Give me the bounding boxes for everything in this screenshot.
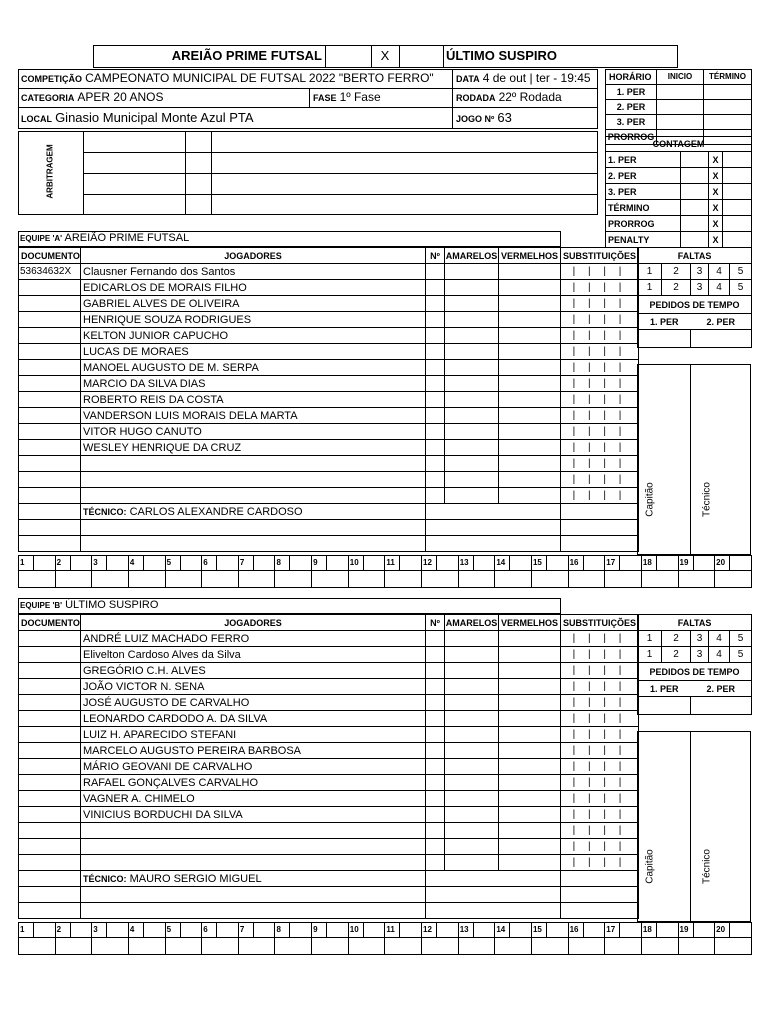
team_b-players-table: DOCUMENTO JOGADORES Nº AMARELOS VERMELHOS SUBSTITUIÇÕES ANDRÉ LUIZ MACHADO FERRO | | | | Elivelton Cardoso Alves da Silva | | | | GREGÓRIO C.H. ALVES | | | | JOÃO VICTOR N. SENA | | | | JOSÉ AUGUSTO DE CARVALHO | | | | LEONARDO CARDODO A. DA SILVA | | | | LUIZ H. APARECIDO STEFANI | | | | MARCELO AUGUSTO PEREIRA BARBOSA | | | | MÁRIO GEOVANI DE CARVALHO | | | | RAFAEL GONÇALVES CARVALHO | | | | VAGNER A. CHIMELO | | | | VINICIUS BORDUCHI DA SILVA | | | | | | | | | | | | | | | | TÉCNICO: MAURO SERGIO MIGUEL (18, 614, 639, 919)
table-row: JOSÉ AUGUSTO DE CARVALHO | | | | (19, 695, 639, 711)
player-name (81, 855, 426, 871)
player-doc (19, 647, 81, 663)
player-doc (19, 424, 81, 440)
competicao-field: COMPETIÇÃO CAMPEONATO MUNICIPAL DE FUTSAL 2022 "BERTO FERRO" (21, 71, 434, 85)
player-name (81, 488, 426, 504)
table-row: JOÃO VICTOR N. SENA | | | | (19, 679, 639, 695)
player-doc (19, 727, 81, 743)
player-name: LEONARDO CARDODO A. DA SILVA (81, 711, 426, 727)
player-name: MARCIO DA SILVA DIAS (81, 376, 426, 392)
player-name: VAGNER A. CHIMELO (81, 791, 426, 807)
player-doc (19, 456, 81, 472)
table-row: LEONARDO CARDODO A. DA SILVA | | | | (19, 711, 639, 727)
player-name: ANDRÉ LUIZ MACHADO FERRO (81, 631, 426, 647)
team_b-tecnico: MAURO SERGIO MIGUEL (129, 872, 262, 885)
player-name (81, 456, 426, 472)
table-row: LUCAS DE MORAES | | | | (19, 344, 639, 360)
table-row: | | | | (19, 456, 639, 472)
player-name: Elivelton Cardoso Alves da Silva (81, 647, 426, 663)
team-b-title: ÚLTIMO SUSPIRO (446, 48, 557, 63)
table-row: VAGNER A. CHIMELO | | | | (19, 791, 639, 807)
player-doc (19, 312, 81, 328)
player-doc (19, 328, 81, 344)
team_a-tecnico-label: Técnico (701, 482, 713, 518)
player-doc (19, 344, 81, 360)
player-name: KELTON JUNIOR CAPUCHO (81, 328, 426, 344)
table-row: MARCELO AUGUSTO PEREIRA BARBOSA | | | | (19, 743, 639, 759)
categoria-field: CATEGORIA APER 20 ANOS (21, 90, 164, 104)
player-name: GREGÓRIO C.H. ALVES (81, 663, 426, 679)
player-doc (19, 807, 81, 823)
jogo-field: JOGO Nº 63 (456, 110, 512, 125)
inicio-header: INICIO (657, 70, 704, 85)
table-row: | | | | (19, 839, 639, 855)
player-name: VINICIUS BORDUCHI DA SILVA (81, 807, 426, 823)
versus-mark: X (380, 48, 390, 63)
player-name: LUCAS DE MORAES (81, 344, 426, 360)
player-name: MÁRIO GEOVANI DE CARVALHO (81, 759, 426, 775)
player-doc (19, 759, 81, 775)
player-doc (19, 280, 81, 296)
team_a-goals-table: 1 2 3 4 5 6 7 8 9 10 11 12 13 14 15 16 17 18 19 20 (18, 555, 752, 588)
player-doc (19, 855, 81, 871)
player-name: MANOEL AUGUSTO DE M. SERPA (81, 360, 426, 376)
team_a-players-table: DOCUMENTO JOGADORES Nº AMARELOS VERMELHOS SUBSTITUIÇÕES 53634632X Clausner Fernando dos Santos | | | | EDICARLOS DE MORAIS FILHO | | | | GABRIEL ALVES DE OLIVEIRA | | | | HENRIQUE SOUZA RODRIGUES | | | | KELTON JUNIOR CAPUCHO | | | | LUCAS DE MORAES | | | | MANOEL AUGUSTO DE M. SERPA | | | | MARCIO DA SILVA DIAS | | | | ROBERTO REIS DA COSTA | | | | VANDERSON LUIS MORAIS DELA MARTA | | | | VITOR HUGO CANUTO | | | | WESLEY HENRIQUE DA CRUZ | | | | | | | | | | | | | | | | TÉCNICO: CARLOS ALEXANDRE CARDOSO (18, 247, 639, 552)
team_a-tecnico: CARLOS ALEXANDRE CARDOSO (129, 505, 303, 518)
team_a-capitao-label: Capitão (644, 482, 656, 517)
player-name: VANDERSON LUIS MORAIS DELA MARTA (81, 408, 426, 424)
table-row: GABRIEL ALVES DE OLIVEIRA | | | | (19, 296, 639, 312)
table-row: Elivelton Cardoso Alves da Silva | | | | (19, 647, 639, 663)
table-row: | | | | (19, 855, 639, 871)
player-name (81, 823, 426, 839)
team_b-tecnico-label: Técnico (701, 849, 713, 885)
player-name: MARCELO AUGUSTO PEREIRA BARBOSA (81, 743, 426, 759)
player-doc (19, 679, 81, 695)
team_b-goals-table: 1 2 3 4 5 6 7 8 9 10 11 12 13 14 15 16 17 18 19 20 (18, 922, 752, 955)
player-doc (19, 823, 81, 839)
player-name: JOSÉ AUGUSTO DE CARVALHO (81, 695, 426, 711)
player-doc (19, 631, 81, 647)
table-row: 53634632X Clausner Fernando dos Santos | | | | (19, 264, 639, 280)
table-row: MARCIO DA SILVA DIAS | | | | (19, 376, 639, 392)
table-row: ROBERTO REIS DA COSTA | | | | (19, 392, 639, 408)
fase-field: FASE 1º Fase (313, 90, 381, 104)
player-doc (19, 296, 81, 312)
player-name (81, 839, 426, 855)
team-a-title: AREIÃO PRIME FUTSAL (171, 48, 322, 63)
player-doc (19, 408, 81, 424)
player-doc (19, 472, 81, 488)
table-row: WESLEY HENRIQUE DA CRUZ | | | | (19, 440, 639, 456)
player-name: ROBERTO REIS DA COSTA (81, 392, 426, 408)
table-row: EDICARLOS DE MORAIS FILHO | | | | (19, 280, 639, 296)
termino-header: TÉRMINO (704, 70, 752, 85)
player-name: GABRIEL ALVES DE OLIVEIRA (81, 296, 426, 312)
player-doc (19, 743, 81, 759)
player-doc (19, 775, 81, 791)
player-doc (19, 392, 81, 408)
player-doc (19, 663, 81, 679)
table-row: VITOR HUGO CANUTO | | | | (19, 424, 639, 440)
horario-table: HORÁRIO INICIO TÉRMINO 1. PER 2. PER 3. PER PRORROG (605, 69, 752, 145)
table-row: VANDERSON LUIS MORAIS DELA MARTA | | | | (19, 408, 639, 424)
player-doc (19, 791, 81, 807)
player-name: RAFAEL GONÇALVES CARVALHO (81, 775, 426, 791)
player-name (81, 472, 426, 488)
player-doc (19, 695, 81, 711)
rodada-field: RODADA 22º Rodada (456, 90, 562, 104)
table-row: | | | | (19, 488, 639, 504)
table-row: HENRIQUE SOUZA RODRIGUES | | | | (19, 312, 639, 328)
table-row: LUIZ H. APARECIDO STEFANI | | | | (19, 727, 639, 743)
contagem-title: CONTAGEM (606, 137, 752, 152)
table-row: RAFAEL GONÇALVES CARVALHO | | | | (19, 775, 639, 791)
table-row: MÁRIO GEOVANI DE CARVALHO | | | | (19, 759, 639, 775)
data-field: DATA 4 de out | ter - 19:45 (456, 71, 591, 85)
arbitragem-label: ARBITRAGEM (45, 144, 55, 199)
team_b-name: EQUIPE 'B' ÚLTIMO SUSPIRO (20, 599, 159, 611)
player-name: WESLEY HENRIQUE DA CRUZ (81, 440, 426, 456)
player-doc (19, 488, 81, 504)
player-doc (19, 440, 81, 456)
table-row: GREGÓRIO C.H. ALVES | | | | (19, 663, 639, 679)
team_b-faltas-table: FALTAS 1 2 3 4 5 1 2 3 4 5 PEDIDOS DE TEMPO 1. PER 2. PER (637, 614, 752, 715)
team_b-capitao-label: Capitão (644, 849, 656, 884)
table-row: MANOEL AUGUSTO DE M. SERPA | | | | (19, 360, 639, 376)
table-row: ANDRÉ LUIZ MACHADO FERRO | | | | (19, 631, 639, 647)
table-row: VINICIUS BORDUCHI DA SILVA | | | | (19, 807, 639, 823)
player-doc (19, 839, 81, 855)
player-name: Clausner Fernando dos Santos (81, 264, 426, 280)
team_a-name: EQUIPE 'A' AREIÃO PRIME FUTSAL (20, 232, 190, 244)
horario-title: HORÁRIO (606, 70, 657, 85)
table-row: | | | | (19, 823, 639, 839)
table-row: | | | | (19, 472, 639, 488)
player-name: LUIZ H. APARECIDO STEFANI (81, 727, 426, 743)
player-name: EDICARLOS DE MORAIS FILHO (81, 280, 426, 296)
table-row: KELTON JUNIOR CAPUCHO | | | | (19, 328, 639, 344)
player-doc (19, 711, 81, 727)
player-doc (19, 376, 81, 392)
team_a-faltas-table: FALTAS 1 2 3 4 5 1 2 3 4 5 PEDIDOS DE TEMPO 1. PER 2. PER (637, 247, 752, 348)
player-name: HENRIQUE SOUZA RODRIGUES (81, 312, 426, 328)
player-name: VITOR HUGO CANUTO (81, 424, 426, 440)
player-doc: 53634632X (19, 264, 81, 280)
player-doc (19, 360, 81, 376)
local-field: LOCAL Ginasio Municipal Monte Azul PTA (21, 110, 254, 125)
contagem-table: CONTAGEM 1. PER X 2. PER X 3. PER X TÉRMINO X PRORROG X PENALTY X (605, 136, 752, 248)
player-name: JOÃO VICTOR N. SENA (81, 679, 426, 695)
